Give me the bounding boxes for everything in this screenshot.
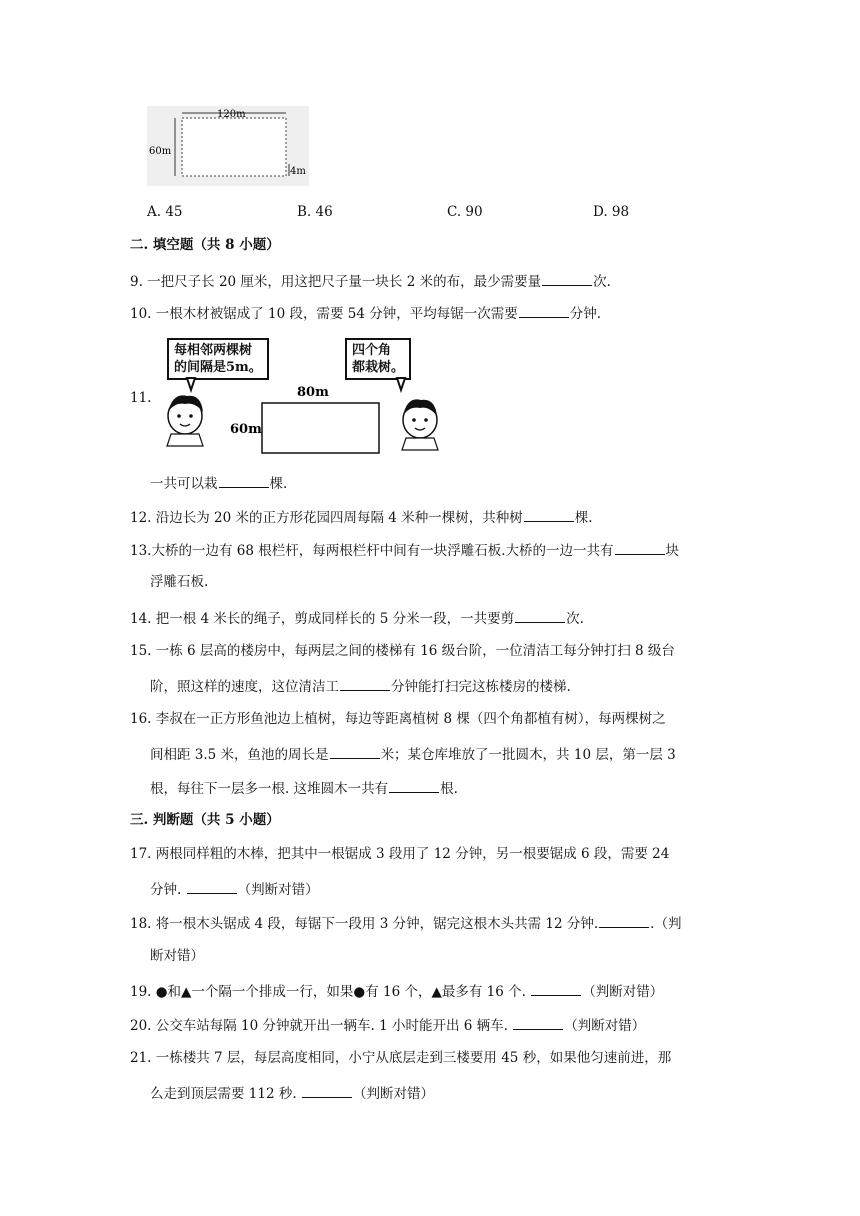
garden-width-label: 80m: [297, 385, 329, 400]
question-20: 20. 公交车站每隔 10 分钟就开出一辆车. 1 小时能开出 6 辆车. （判断对错）: [130, 1015, 645, 1035]
question-10-text: 10. 一根木材被锯成了 10 段，需要 54 分钟，平均每锯一次需要: [130, 306, 518, 322]
garden-height-label: 60m: [230, 422, 262, 437]
question-12-tail: 棵.: [574, 510, 593, 526]
answer-blank: [515, 608, 565, 623]
answer-blank: [187, 879, 237, 894]
speech-bubble-left: 每相邻两棵树 的间隔是5m。: [167, 338, 269, 380]
height-label: 60m: [149, 146, 172, 157]
question-19: 19. ●和▲一个隔一个排成一行，如果●有 16 个，▲最多有 16 个. （判断对错）: [130, 981, 663, 1001]
question-11-number: 11.: [130, 390, 152, 406]
answer-blank: [531, 981, 581, 996]
question-11-tail: 棵.: [269, 476, 288, 492]
rectangle-figure-q8: [147, 106, 309, 186]
question-15-line-2: 阶，照这样的速度，这位清洁工 分钟能打扫完这栋楼房的楼梯.: [150, 676, 571, 696]
question-14-tail: 次.: [566, 611, 584, 627]
answer-blank: [599, 913, 649, 928]
question-10: [130, 303, 601, 323]
speech-bubble-right: 四个角 都栽树。: [345, 338, 411, 380]
option-d: D. 98: [593, 204, 630, 220]
question-16-line-2: 间相距 3.5 米，鱼池的周长是 米；某仓库堆放了一批圆木，共 10 层，第一层 3: [150, 744, 676, 764]
question-11-text: 一共可以栽: [150, 476, 218, 492]
figure-drawing: [165, 336, 455, 462]
rectangle-diagram: [147, 106, 309, 186]
question-13-line-1: [130, 540, 679, 560]
answer-blank: [615, 540, 665, 555]
answer-blank: [524, 507, 574, 522]
spacing-label: 4m: [290, 166, 306, 177]
tree-planting-figure: [165, 336, 455, 462]
question-13-tail: 块: [665, 543, 680, 559]
question-21-line-2: 么走到顶层需要 112 秒. （判断对错）: [150, 1083, 434, 1103]
question-16-line-1: 16. 李叔在一正方形鱼池边上植树，每边等距离植树 8 棵（四个角都植有树），每两棵树之: [130, 711, 666, 727]
answer-blank: [340, 676, 390, 691]
question-9-tail: 次.: [593, 274, 611, 290]
question-12: [130, 507, 593, 527]
question-9: [130, 271, 611, 291]
question-9-text: 9. 一把尺子长 20 厘米，用这把尺子量一块长 2 米的布，最少需要量: [130, 274, 542, 290]
question-14: [130, 608, 584, 628]
question-11-answer: [150, 473, 287, 493]
field-rectangle: [182, 118, 286, 176]
question-12-text: 12. 沿边长为 20 米的正方形花园四周每隔 4 米种一棵树，共种树: [130, 510, 523, 526]
question-14-text: 14. 把一根 4 米长的绳子，剪成同样长的 5 分米一段，一共要剪: [130, 611, 515, 627]
question-13-text: 13.大桥的一边有 68 根栏杆，每两根栏杆中间有一块浮雕石板.大桥的一边一共有: [130, 543, 614, 559]
answer-blank: [542, 271, 592, 286]
width-label: 120m: [217, 109, 246, 120]
answer-blank: [513, 1015, 563, 1030]
question-17-line-1: 17. 两根同样粗的木棒，把其中一根锯成 3 段用了 12 分钟，另一根要锯成 6 段，需要 24: [130, 846, 670, 862]
boy-right-icon: [402, 399, 438, 450]
boy-left-icon: [167, 395, 203, 446]
option-a: A. 45: [147, 204, 183, 220]
section-3-title: 三. 判断题（共 5 小题）: [130, 812, 280, 828]
question-15-line-1: 15. 一栋 6 层高的楼房中，每两层之间的楼梯有 16 级台阶，一位清洁工每分钟打扫 8 级台: [130, 643, 675, 659]
question-18-line-2: 断对错）: [150, 948, 204, 964]
answer-blank: [219, 473, 269, 488]
answer-blank: [302, 1083, 352, 1098]
question-21-line-1: 21. 一栋楼共 7 层，每层高度相同，小宁从底层走到三楼要用 45 秒，如果他匀速前进，那: [130, 1050, 672, 1066]
answer-blank: [330, 744, 380, 759]
answer-blank: [519, 303, 569, 318]
question-10-tail: 分钟.: [569, 306, 602, 322]
question-18-line-1: 18. 将一根木头锯成 4 段，每锯下一段用 3 分钟，锯完这根木头共需 12 分钟. .（判: [130, 913, 681, 933]
option-b: B. 46: [297, 204, 333, 220]
section-2-title: 二. 填空题（共 8 小题）: [130, 237, 280, 253]
option-c: C. 90: [447, 204, 483, 220]
question-16-line-3: 根，每往下一层多一根. 这堆圆木一共有 根.: [150, 778, 458, 798]
garden-rectangle: [262, 403, 379, 453]
answer-blank: [389, 778, 439, 793]
bubble-tail-right: [397, 378, 405, 390]
question-13-line-2: 浮雕石板.: [150, 574, 209, 590]
bubble-tail-left: [187, 378, 195, 390]
question-17-line-2: 分钟. （判断对错）: [150, 879, 319, 899]
